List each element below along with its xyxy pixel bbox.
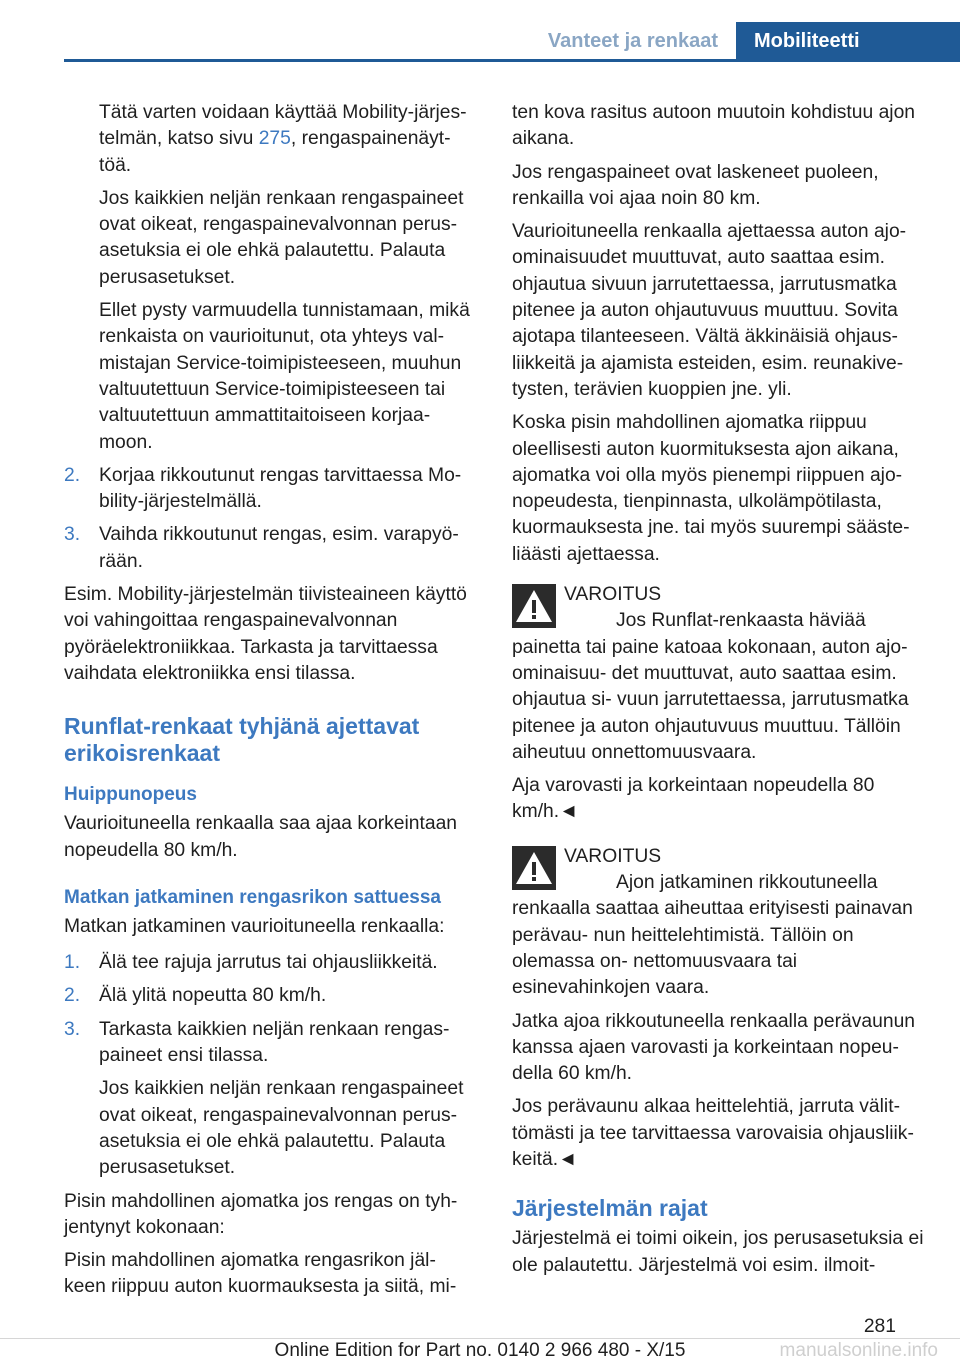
paragraph: Jos kaikkien neljän renkaan rengaspaineet ovat oikeat, rengaspainevalvonnan perus‐ asetuksia ei ole ehkä palautettu. Palauta perusasetukset. (99, 1078, 464, 1179)
header-tabs (528, 22, 960, 60)
footer-divider (0, 1338, 960, 1339)
paragraph: Vaurioituneella renkaalla saa ajaa korkeintaan nopeudella 80 km/h. (64, 813, 458, 861)
paragraph: Jatka ajoa rikkoutuneella renkaalla perävaunun kanssa ajaen varovasti ja korkeintaan nopeu‐ della 60 km/h. (512, 1010, 916, 1085)
chapter-tab: Mobiliteetti (736, 22, 960, 60)
list-text: Älä ylitä nopeutta 80 km/h. (99, 985, 327, 1007)
list-text: Vaihda rikkoutunut rengas, esim. varapyö‐ rään. (99, 524, 459, 572)
paragraph: Koska pisin mahdollinen ajomatka riippuu oleellisesti auton kuormituksesta ajon aikana, ajomatka voi olla myös pienempi riippuen ajo‐ nopeudesta, tienpinnasta, ulkolämpötilasta, kuormauksesta jne. tai myös suurempi sääste‐ liäästi ajettaessa. (512, 412, 910, 565)
section-tab: Vanteet ja renkaat (528, 22, 736, 60)
paragraph: Ellet pysty varmuudella tunnistamaan, mikä renkaista on vaurioitunut, ota yhteys val‐ mistajan Service-toimipisteeseen, muuhun valtuutettuun Service-toimipisteeseen tai valtuutettuun ammattitaitoiseen korjaa‐ moon. (99, 300, 470, 453)
paragraph: Jos perävaunu alkaa heittelehtiä, jarruta välit‐ tömästi ja tee tarvittaessa varovaisia ohjausliik‐ keitä.◄ (512, 1096, 914, 1170)
subsection-heading: Matkan jatkaminen rengasrikon sattuessa (64, 886, 441, 908)
list-text: Korjaa rikkoutunut rengas tarvittaessa Mo‐ bility-järjestelmällä. (99, 464, 462, 513)
section-heading: Järjestelmän rajat (512, 1195, 708, 1222)
list-item (64, 463, 479, 516)
paragraph: Tätä varten voidaan käyttää Mobility‐järjes‐ telmän, katso sivu 275, rengaspainenäyt‐ töä. (99, 102, 467, 176)
list-number: 2. (64, 464, 81, 486)
list-text: Tarkasta kaikkien neljän renkaan rengas‐ paineet ensi tilassa. (99, 1018, 450, 1067)
list-number: 3. (64, 1018, 81, 1040)
header-rule (64, 59, 960, 62)
warning-title: VAROITUS (564, 845, 662, 867)
paragraph: Jos kaikkien neljän renkaan rengaspaineet ovat oikeat, rengaspainevalvonnan perus‐ asetuksia ei ole ehkä palautettu. Palauta perusasetukset. (99, 187, 464, 288)
list-item (64, 950, 479, 976)
page-number: 281 (863, 1316, 896, 1337)
paragraph: ten kova rasitus autoon muutoin kohdistuu ajon aikana. (512, 102, 916, 150)
list-item (64, 1017, 479, 1070)
list-number: 3. (64, 524, 81, 546)
paragraph: Aja varovasti ja korkeintaan nopeudella 80 km/h.◄ (512, 775, 875, 823)
warning-text: Jos Runflat-renkaasta häviää painetta tai paine katoaa kokonaan, auton ajo-ominaisuu‐ det muuttuvat, auto saattaa esim. ohjautua si‐ vuun jarrutettaessa, jarrutusmatka pitenee ja auton ohjautuvuus muuttuu. Tällöin aiheutuu onnettomuusvaara. (512, 610, 909, 763)
warning-box (512, 844, 925, 1002)
list-number: 2. (64, 985, 81, 1007)
paragraph: Jos rengaspaineet ovat laskeneet puoleen, renkailla voi ajaa noin 80 km. (512, 161, 879, 209)
page-link[interactable]: 275 (258, 128, 291, 150)
watermark: manualsonline.info (779, 1340, 938, 1361)
list-number: 1. (64, 952, 81, 974)
list-item (64, 522, 479, 575)
paragraph: Pisin mahdollinen ajomatka rengasrikon jäl‐ keen riippuu auton kuormauksesta ja siitä, mi‐ (64, 1250, 457, 1298)
section-heading: Runflat-renkaat tyhjänä ajettavat erikoisrenkaat (64, 713, 420, 767)
warning-title: VAROITUS (564, 584, 662, 606)
footer-edition: Online Edition for Part no. 0140 2 966 480 - X/15 (274, 1340, 686, 1361)
list-item (64, 983, 479, 1009)
paragraph: Matkan jatkaminen vaurioituneella renkaalla: (64, 915, 445, 937)
paragraph: Vaurioituneella renkaalla ajettaessa auton ajo‐ ominaisuudet muuttuvat, auto saattaa esim. ohjautua sivuun jarrutettaessa, jarrutusmatka pitenee ja auton ohjautuvuus muuttuu. Sovita ajotapa tilanteeseen. Vältä äkkinäisiä ohjaus‐ liikkeitä ja ajamista esteiden, esim. reunakive‐ tysten, terävien kuoppien jne. yli. (512, 221, 907, 400)
warning-triangle-icon (512, 846, 556, 890)
list-text: Älä tee rajuja jarrutus tai ohjausliikkeitä. (99, 952, 438, 974)
right-column (512, 100, 925, 1286)
left-column (64, 100, 479, 1308)
subsection-heading: Huippunopeus (64, 784, 197, 806)
paragraph: Järjestelmä ei toimi oikein, jos perusasetuksia ei ole palautettu. Järjestelmä voi esim. ilmoit‐ (512, 1228, 924, 1276)
warning-triangle-icon (512, 584, 556, 628)
warning-text: Ajon jatkaminen rikkoutuneella renkaalla saattaa aiheuttaa erityisesti painavan perävau‐ nun heittelehtimistä. Tällöin on olemassa on‐ nettomuusvaara tai esinevahinkojen vaara. (512, 872, 913, 999)
paragraph: Pisin mahdollinen ajomatka jos rengas on tyh‐ jentynyt kokonaan: (64, 1190, 458, 1238)
warning-box (512, 582, 925, 766)
paragraph: Esim. Mobility-järjestelmän tiivisteaineen käyttö voi vahingoittaa rengaspainevalvonnan pyöräelektroniikkaa. Tarkasta ja tarvittaessa vaihdata elektroniikka ensi tilassa. (64, 584, 467, 684)
